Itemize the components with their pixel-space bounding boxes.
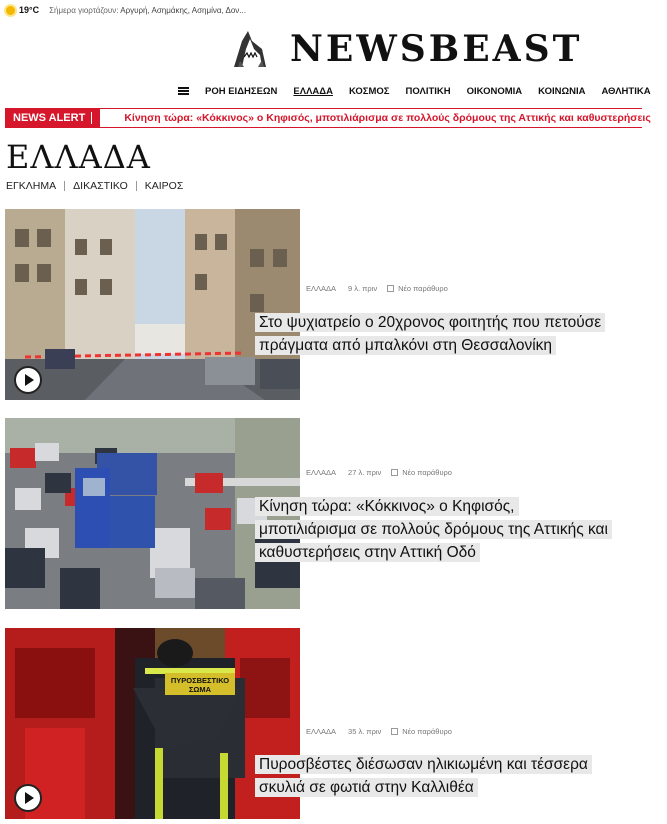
article-card[interactable]	[5, 628, 642, 819]
site-logo[interactable]	[228, 26, 582, 72]
weather-temperature: 19°C	[19, 5, 40, 15]
logo-text: NEWSBEAST	[290, 28, 583, 70]
shark-logo-icon	[228, 27, 272, 71]
name-days-names[interactable]: Αργυρή, Ασημάκης, Ασημίνα, Δον...	[120, 5, 246, 15]
firefighter-label-text-2: ΣΩΜΑ	[188, 685, 212, 694]
article-time: 35 λ. πριν	[348, 727, 382, 736]
article-category[interactable]: ΕΛΛΑΔΑ	[306, 284, 337, 293]
news-alert-divider	[91, 112, 92, 124]
article-meta	[306, 468, 452, 477]
new-window-icon	[391, 728, 398, 735]
open-new-window-link[interactable]: Νέο παράθυρο	[391, 468, 452, 477]
nav-item-politics[interactable]: ΠΟΛΙΤΙΚΗ	[405, 85, 451, 97]
nav-item-sports[interactable]: ΑΘΛΗΤΙΚΑ	[601, 85, 651, 97]
article-card[interactable]	[5, 418, 642, 609]
news-alert-bar[interactable]	[5, 108, 651, 128]
open-new-window-link[interactable]: Νέο παράθυρο	[387, 284, 448, 293]
article-category[interactable]: ΕΛΛΑΔΑ	[306, 727, 337, 736]
name-days	[49, 6, 246, 15]
open-new-window-link[interactable]: Νέο παράθυρο	[391, 727, 452, 736]
article-meta	[306, 284, 448, 293]
article-card[interactable]	[5, 209, 642, 400]
top-bar	[0, 0, 642, 20]
firefighter-label-text: ΠΥΡΟΣΒΕΣΤΙΚΟ	[170, 676, 230, 685]
subnav-divider	[64, 181, 65, 191]
video-play-icon[interactable]	[14, 784, 42, 812]
news-alert-text[interactable]: Κίνηση τώρα: «Κόκκινος» ο Κηφισός, μποτιλιάρισμα σε πολλούς δρόμους της Αττικής και καθυστερήσεις	[124, 112, 651, 124]
nav-item-greece[interactable]: ΕΛΛΑΔΑ	[293, 85, 333, 97]
subnav-item-weather[interactable]: ΚΑΙΡΟΣ	[144, 180, 184, 192]
main-nav	[178, 82, 667, 100]
article-thumbnail[interactable]	[5, 209, 300, 400]
sun-icon	[6, 6, 15, 15]
nav-item-society[interactable]: ΚΟΙΝΩΝΙΑ	[538, 85, 586, 97]
news-alert-label: NEWS ALERT	[6, 109, 100, 127]
subnav-item-crime[interactable]: ΕΓΚΛΗΜΑ	[6, 180, 57, 192]
article-time: 27 λ. πριν	[348, 468, 382, 477]
article-headline[interactable]: Πυροσβέστες διέσωσαν ηλικιωμένη και τέσσερα σκυλιά σε φωτιά στην Καλλιθέα	[255, 753, 615, 799]
nav-item-world[interactable]: ΚΟΣΜΟΣ	[348, 85, 390, 97]
article-headline[interactable]: Κίνηση τώρα: «Κόκκινος» ο Κηφισός, μποτιλιάρισμα σε πολλούς δρόμους της Αττικής και καθυστερήσεις στην Αττική Οδό	[255, 495, 615, 564]
new-window-icon	[387, 285, 394, 292]
nav-item-economy[interactable]: ΟΙΚΟΝΟΜΙΑ	[466, 85, 523, 97]
hamburger-menu-icon[interactable]	[178, 87, 189, 95]
article-category[interactable]: ΕΛΛΑΔΑ	[306, 468, 337, 477]
video-play-icon[interactable]	[14, 366, 42, 394]
article-time: 9 λ. πριν	[348, 284, 378, 293]
section-subnav	[6, 180, 183, 192]
article-meta	[306, 727, 452, 736]
subnav-divider	[136, 181, 137, 191]
name-days-label: Σήμερα γιορτάζουν:	[49, 5, 119, 15]
subnav-item-judicial[interactable]: ΔΙΚΑΣΤΙΚΟ	[73, 180, 128, 192]
new-window-icon	[391, 469, 398, 476]
nav-item-news-feed[interactable]: ΡΟΗ ΕΙΔΗΣΕΩΝ	[205, 85, 278, 97]
article-headline[interactable]: Στο ψυχιατρείο ο 20χρονος φοιτητής που πετούσε πράγματα από μπαλκόνι στη Θεσσαλονίκη	[255, 311, 615, 357]
page-title: ΕΛΛΑΔΑ	[6, 138, 151, 176]
weather-widget[interactable]	[6, 5, 39, 15]
